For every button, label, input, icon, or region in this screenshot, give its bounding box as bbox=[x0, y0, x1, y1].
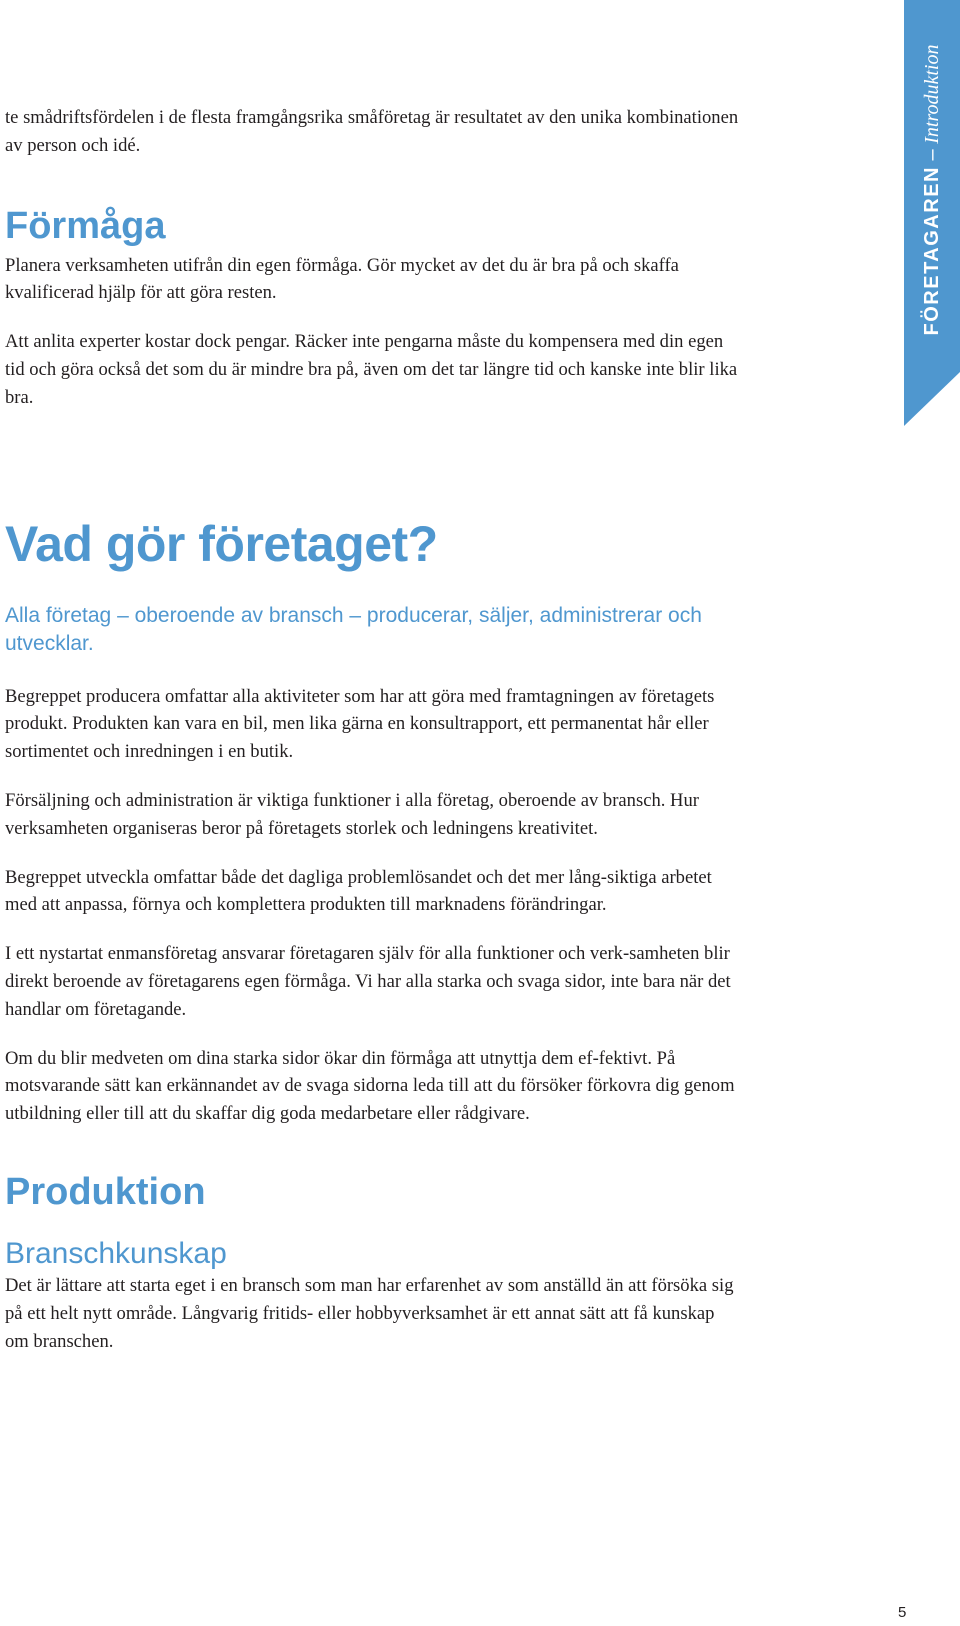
side-tab-label bbox=[920, 45, 944, 336]
vad-gor-paragraph-5: Om du blir medveten om dina starka sidor ökar din förmåga att utnyttja dem ef-fektivt. På motsvarande sätt kan erkännandet av de svaga sidorna leda till att du försöker förkovra dig genom utbildning eller till att du skaffar dig goda medarbetare eller rådgivare. bbox=[5, 1047, 735, 1125]
vad-gor-paragraph-3: Begreppet utveckla omfattar både det dagliga problemlösandet och det mer lång-siktiga arbetet med att anpassa, förnya och komplettera produkten till marknadens förändringar. bbox=[5, 866, 712, 916]
produktion-paragraph: Det är lättare att starta eget i en bransch som man har erfarenhet av som anställd än att försöka sig på ett helt nytt område. Långvarig fritids- eller hobbyverksamhet är ett annat sätt att få kunskap om branschen. bbox=[5, 1274, 734, 1352]
page-content bbox=[5, 104, 740, 1376]
side-tab-label-strong: FÖRETAGAREN bbox=[921, 166, 943, 336]
vad-gor-foretaget-heading: Vad gör företaget? bbox=[5, 515, 438, 572]
side-tab-label-italic: Introduktion bbox=[921, 44, 943, 144]
vad-gor-paragraph-4: I ett nystartat enmansföretag ansvarar företagaren själv för alla funktioner och verk-samheten blir direkt beroende av företagarens egen förmåga. Vi har alla starka och svaga sidor, inte bara när det handlar om företagande. bbox=[5, 943, 731, 1020]
vad-gor-lead: Alla företag – oberoende av bransch – producerar, säljer, administrerar och utvecklar. bbox=[5, 603, 702, 655]
side-tab-label-dash: – bbox=[921, 143, 943, 167]
branschkunskap-subheading: Branschkunskap bbox=[5, 1236, 227, 1270]
vad-gor-paragraph-2: Försäljning och administration är viktiga funktioner i alla företag, oberoende av bransch. Hur verksamheten organiseras beror på företagets storlek och ledningens kreativitet. bbox=[5, 789, 699, 839]
intro-paragraph: te smådriftsfördelen i de flesta framgångsrika småföretag är resultatet av den unika kombinationen av person och idé. bbox=[5, 107, 739, 156]
formaga-paragraph-1: Planera verksamheten utifrån din egen förmåga. Gör mycket av det du är bra på och skaffa kvalificerad hjälp för att göra resten. bbox=[5, 254, 679, 304]
vad-gor-paragraph-1: Begreppet producera omfattar alla aktiviteter som har att göra med framtagningen av företagets produkt. Produkten kan vara en bil, men lika gärna en konsultrapport, ett permanentat hår eller sortimentet och inredningen i en butik. bbox=[5, 685, 715, 763]
page-number: 5 bbox=[898, 1604, 907, 1621]
produktion-heading: Produktion bbox=[5, 1170, 206, 1213]
formaga-paragraph-2: Att anlita experter kostar dock pengar. Räcker inte pengarna måste du kompensera med din egen tid och göra också det som du är mindre bra på, även om det tar längre tid och kanske inte blir lika bra. bbox=[5, 331, 738, 408]
formaga-heading: Förmåga bbox=[5, 204, 166, 247]
